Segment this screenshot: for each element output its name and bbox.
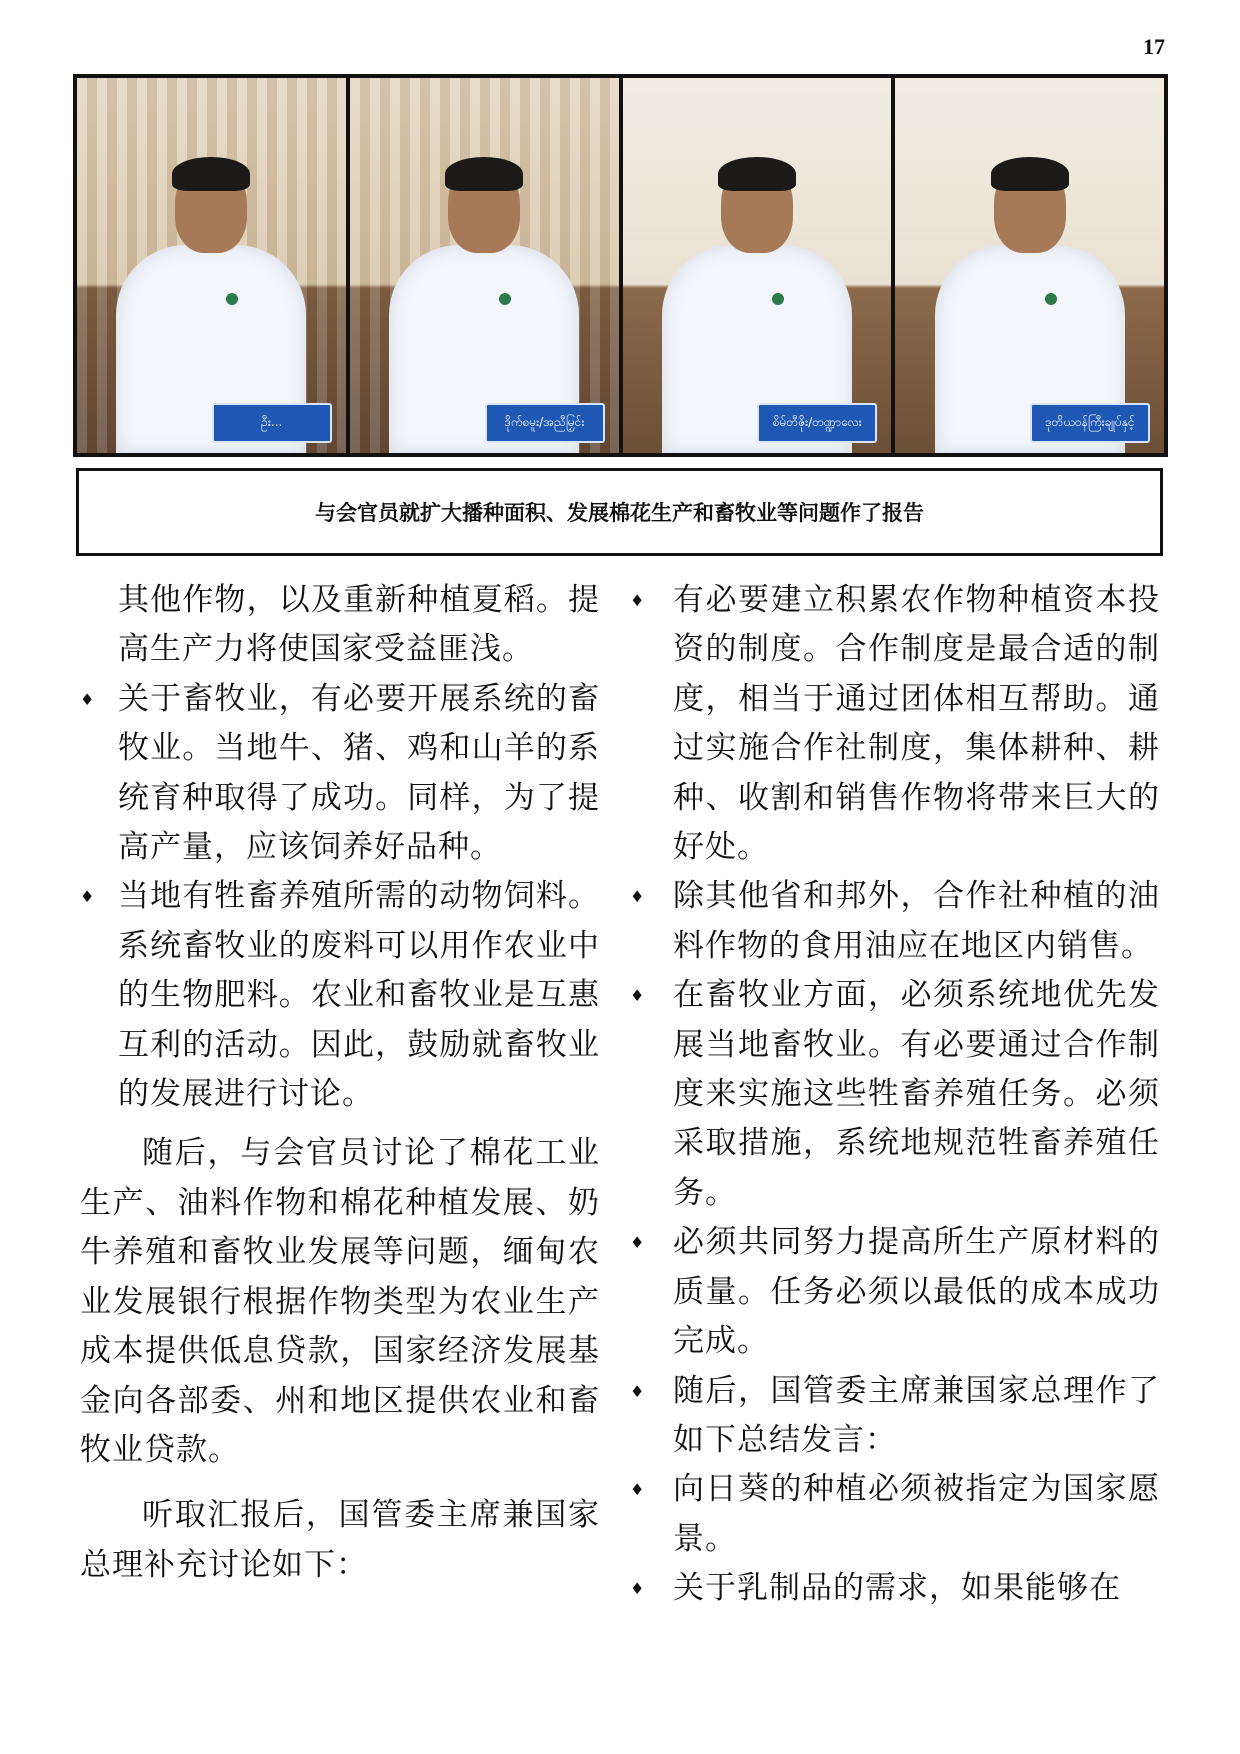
left-column xyxy=(80,576,600,1590)
badge-icon xyxy=(1045,293,1057,305)
photo-official-3 xyxy=(623,78,892,453)
body-paragraph: 随后，与会官员讨论了棉花工业生产、油料作物和棉花种植发展、奶牛养殖和畜牧业发展等问题，缅甸农业发展银行根据作物类型为农业生产成本提供低息贷款，国家经济发展基金向各部委、州和地区提供农业和畜牧业贷款。 xyxy=(80,1135,600,1468)
photo-official-4 xyxy=(895,78,1164,453)
photo-caption: 与会官员就扩大播种面积、发展棉花生产和畜牧业等问题作了报告 xyxy=(315,501,924,525)
nameplate: ဒိုက်စမူး/အညီမြှင်း xyxy=(485,403,605,443)
bullet-item xyxy=(630,1564,1160,1613)
bullet-text: 关于乳制品的需求，如果能够在 xyxy=(673,1570,1121,1607)
bullet-item xyxy=(630,1218,1160,1366)
bullet-text: 随后，国管委主席兼国家总理作了如下总结发言： xyxy=(673,1372,1160,1458)
bullet-item xyxy=(630,872,1160,971)
bullet-item xyxy=(80,675,600,873)
bullet-item xyxy=(630,1465,1160,1564)
bullet-text: 在畜牧业方面，必须系统地优先发展当地畜牧业。有必要通过合作制度来实施这些牲畜养殖任务。必须采取措施，系统地规范牲畜养殖任务。 xyxy=(673,977,1160,1211)
bullet-text: 必须共同努力提高所生产原材料的质量。任务必须以最低的成本成功完成。 xyxy=(673,1224,1160,1360)
bullet-icon: ♦ xyxy=(630,986,646,1006)
photo-official-1 xyxy=(77,78,346,453)
bullet-icon: ♦ xyxy=(630,591,646,610)
photo-official-2 xyxy=(350,78,619,453)
bullet-icon: ♦ xyxy=(80,887,96,907)
continuation-text: 其他作物，以及重新种植夏稻。提高生产力将使国家受益匪浅。 xyxy=(118,582,600,668)
bullet-icon: ♦ xyxy=(630,1579,646,1599)
bullet-icon: ♦ xyxy=(630,1233,646,1253)
bullet-item xyxy=(630,576,1160,872)
nameplate: ဒုတိယဝန်ကြီးချုပ်နှင့် xyxy=(1030,403,1150,443)
bullet-icon: ♦ xyxy=(630,1381,646,1401)
badge-icon xyxy=(772,293,784,305)
hair xyxy=(172,157,250,191)
caption-box xyxy=(76,468,1163,556)
bullet-text: 关于畜牧业，有必要开展系统的畜牧业。当地牛、猪、鸡和山羊的系统育种取得了成功。同样，为了提高产量，应该饲养好品种。 xyxy=(118,680,600,866)
bullet-text: 除其他省和邦外，合作社种植的油料作物的食用油应在地区内销售。 xyxy=(673,878,1160,964)
nameplate: စိမ်တီဇိုး/တဏ္ဍာလေး xyxy=(757,403,877,443)
bullet-item xyxy=(80,872,600,1119)
hair xyxy=(718,157,796,191)
badge-icon xyxy=(499,293,511,305)
right-column xyxy=(630,576,1160,1614)
bullet-item xyxy=(630,1367,1160,1466)
bullet-text: 向日葵的种植必须被指定为国家愿景。 xyxy=(673,1471,1160,1557)
page-number: 17 xyxy=(1143,34,1165,59)
bullet-text: 当地有牲畜养殖所需的动物饲料。系统畜牧业的废料可以用作农业中的生物肥料。农业和畜牧业是互惠互利的活动。因此，鼓励就畜牧业的发展进行讨论。 xyxy=(118,878,600,1113)
hair xyxy=(991,157,1069,191)
nameplate: ဦး... xyxy=(212,403,332,443)
hair xyxy=(445,157,523,191)
bullet-icon: ♦ xyxy=(630,1480,646,1500)
bullet-icon: ♦ xyxy=(630,887,646,907)
bullet-item xyxy=(630,971,1160,1218)
bullet-icon: ♦ xyxy=(80,689,96,709)
badge-icon xyxy=(226,293,238,305)
bullet-text: 有必要建立积累农作物种植资本投资的制度。合作制度是最合适的制度，相当于通过团体相互帮助。通过实施合作社制度，集体耕种、耕种、收割和销售作物将带来巨大的好处。 xyxy=(673,582,1160,866)
body-paragraph: 听取汇报后，国管委主席兼国家总理补充讨论如下： xyxy=(80,1497,600,1583)
photo-strip xyxy=(73,74,1168,457)
